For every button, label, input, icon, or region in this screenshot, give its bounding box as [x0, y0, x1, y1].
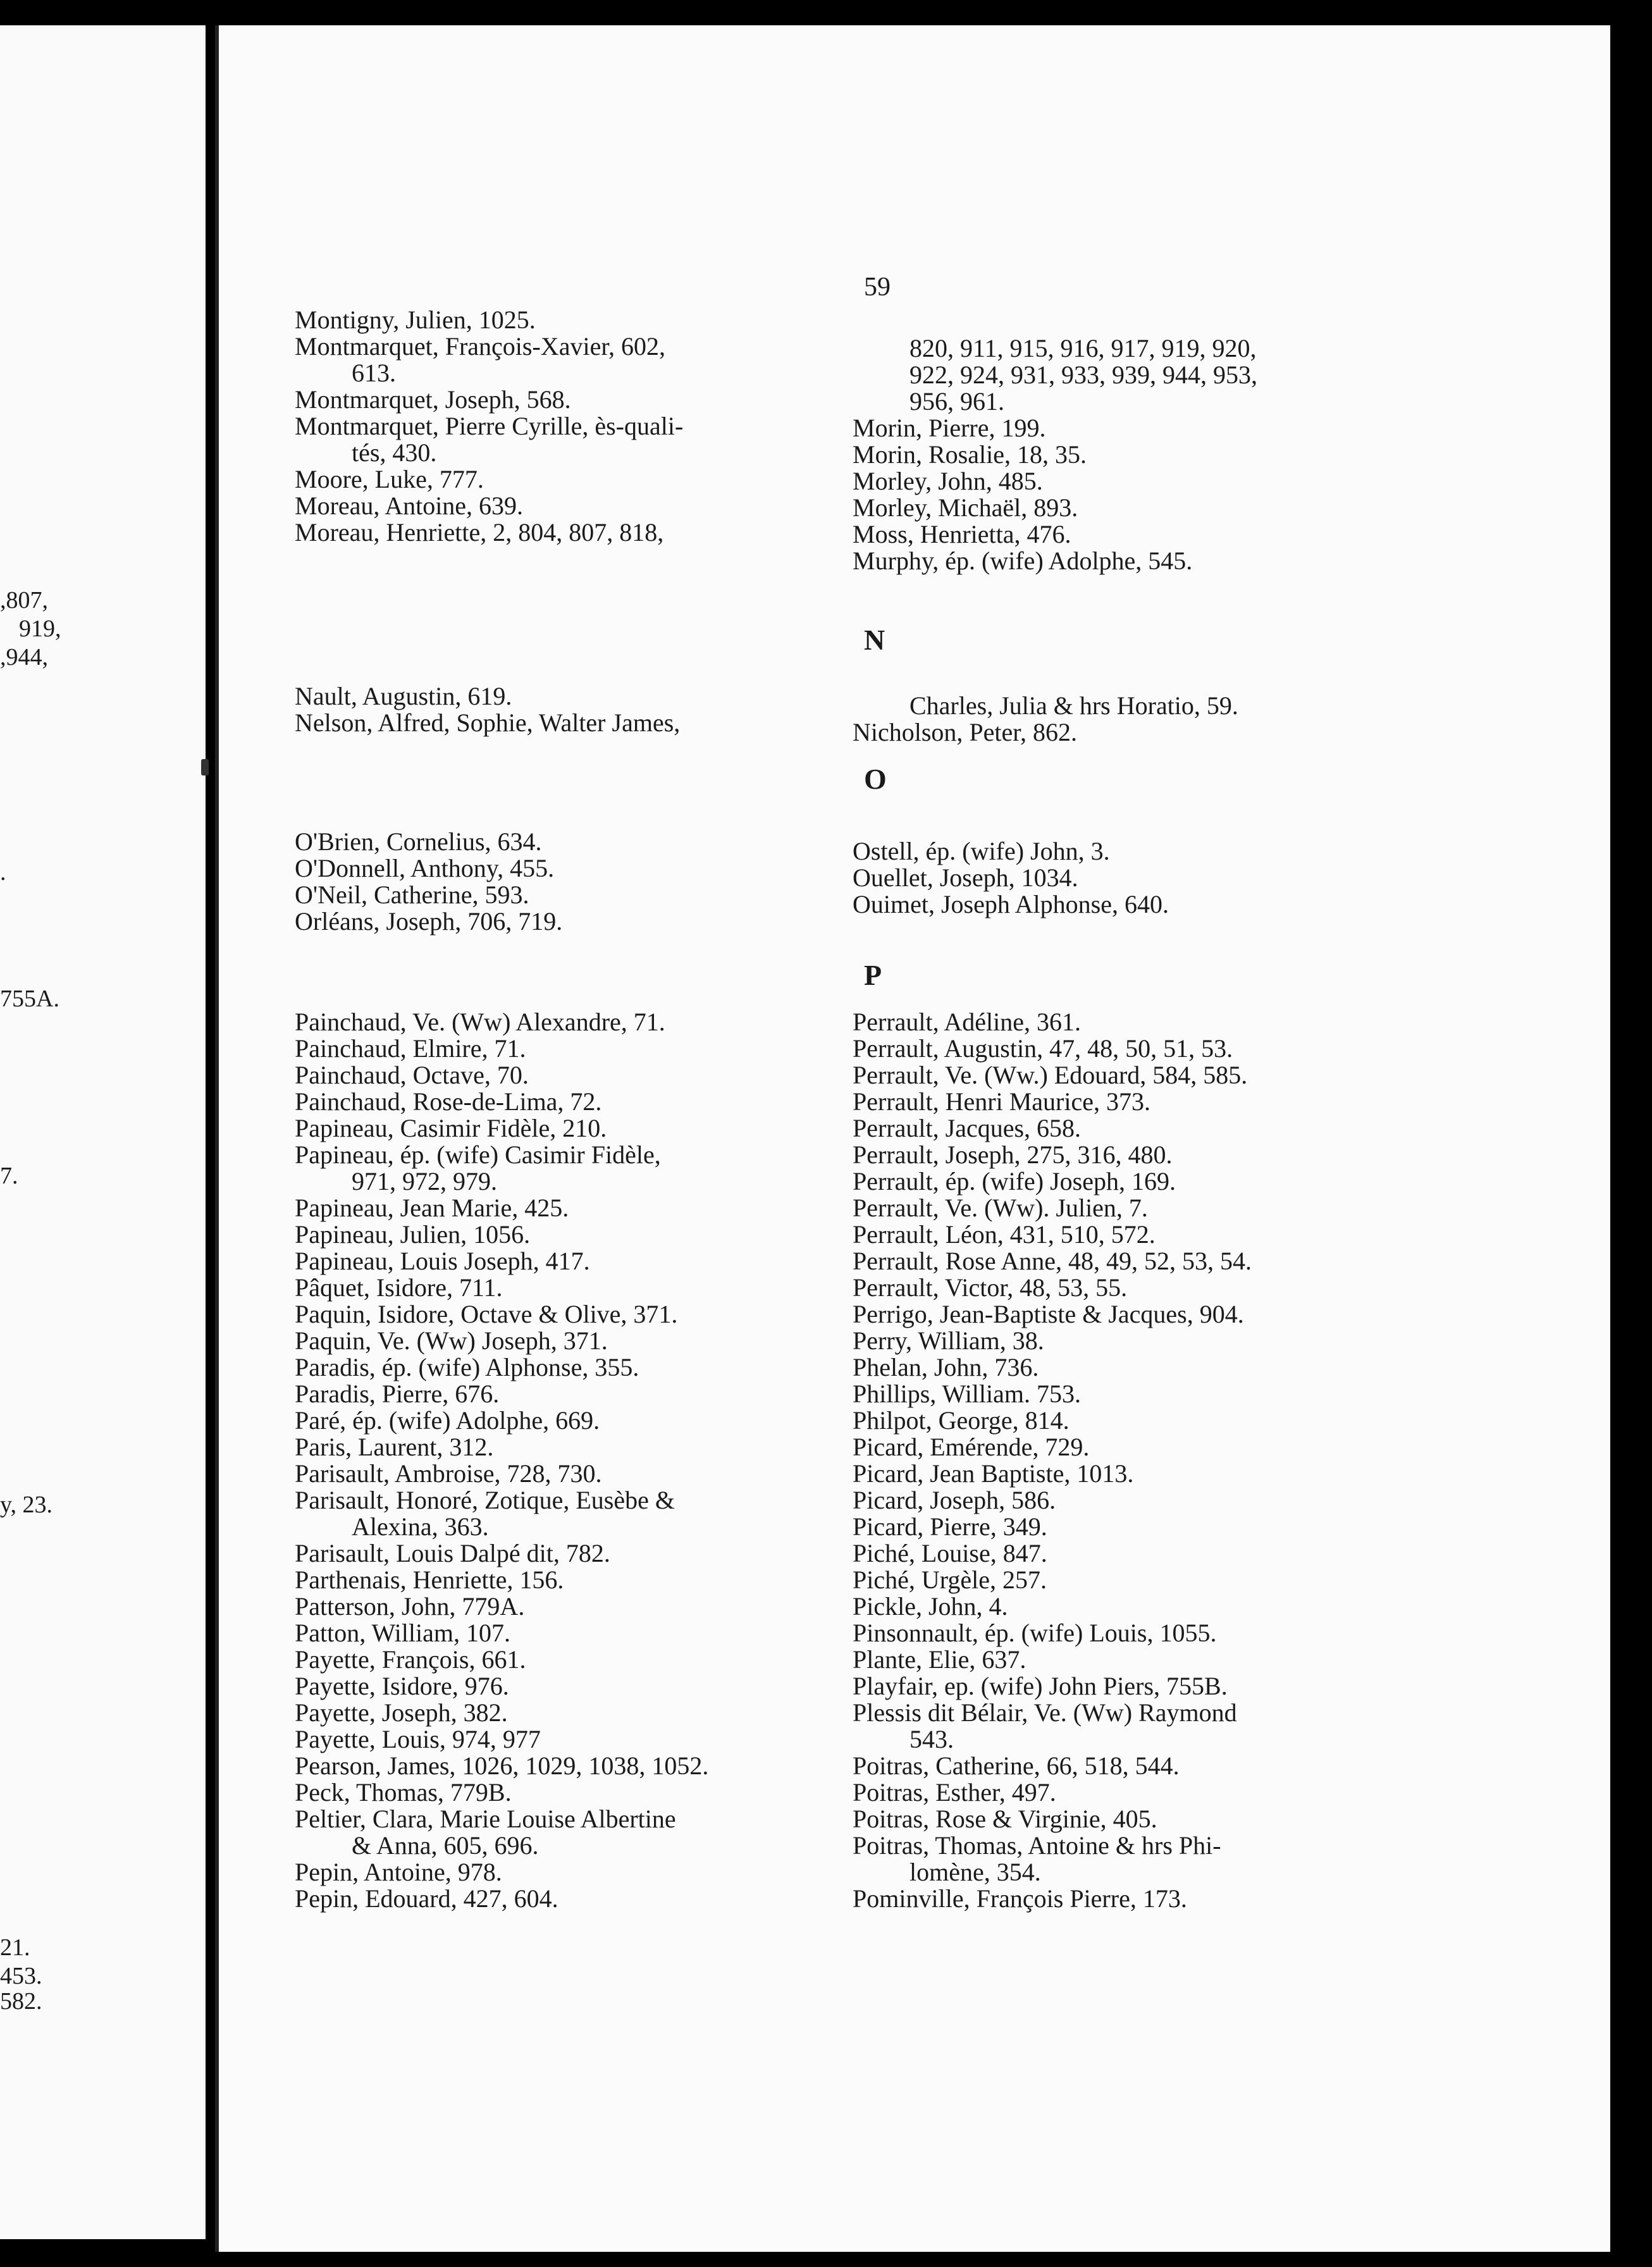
- left-fragment: .: [0, 859, 6, 886]
- index-entry-text: Poitras, Rose & Virginie, 405.: [853, 1805, 1157, 1833]
- index-entry-text: Playfair, ep. (wife) John Piers, 755B.: [853, 1672, 1228, 1700]
- index-entry: [295, 1115, 607, 1142]
- index-entry: [853, 1567, 1047, 1593]
- index-entry-text: Perrault, Henri Maurice, 373.: [853, 1087, 1150, 1116]
- index-entry: [853, 838, 1110, 865]
- index-entry-text: Plessis dit Bélair, Ve. (Ww) Raymond: [853, 1698, 1237, 1727]
- index-entry-text: Piché, Louise, 847.: [853, 1539, 1047, 1567]
- index-entry-continuation: 971, 972, 979.: [352, 1167, 497, 1195]
- index-entry-text: Paquin, Ve. (Ww) Joseph, 371.: [295, 1326, 608, 1355]
- index-entry: [853, 1832, 1221, 1886]
- index-entry-text: Pickle, John, 4.: [853, 1592, 1008, 1621]
- index-entry: [853, 1514, 1047, 1540]
- index-entry: [295, 1567, 564, 1593]
- index-entry-text: Montmarquet, Pierre Cyrille, ès-quali-: [295, 412, 684, 440]
- index-entry: [853, 468, 1043, 495]
- index-entry-text: Phillips, William. 753.: [853, 1380, 1082, 1408]
- index-entry: [853, 1221, 1156, 1248]
- left-fragment: 582.: [0, 1988, 42, 2015]
- index-entry-text: Ouimet, Joseph Alphonse, 640.: [853, 890, 1169, 918]
- index-entry: [295, 1381, 499, 1407]
- index-entry-text: Perrault, Adéline, 361.: [853, 1008, 1082, 1036]
- left-fragment: 453.: [0, 1963, 42, 1989]
- index-entry: [853, 1593, 1008, 1620]
- index-entry: [853, 548, 1192, 574]
- index-entry: [853, 1354, 1039, 1381]
- index-entry-text: Parisault, Louis Dalpé dit, 782.: [295, 1539, 610, 1567]
- left-fragment: y, 23.: [0, 1492, 53, 1518]
- index-entry-text: Montmarquet, François-Xavier, 602,: [295, 332, 666, 361]
- index-entry-text: Moreau, Henriette, 2, 804, 807, 818,: [295, 518, 664, 547]
- index-entry: [853, 1381, 1081, 1407]
- index-entry-text: Perrault, Joseph, 275, 316, 480.: [853, 1140, 1173, 1169]
- index-entry-continuation: Alexina, 363.: [352, 1512, 489, 1541]
- index-entry: [853, 362, 1257, 388]
- index-entry: [295, 1009, 665, 1035]
- index-entry: [853, 1089, 1150, 1115]
- left-fragment: ,944,: [0, 644, 48, 670]
- index-entry-text: 956, 961.: [909, 387, 1004, 416]
- index-entry-text: Poitras, Thomas, Antoine & hrs Phi-: [853, 1831, 1221, 1860]
- section-letter-n: N: [864, 624, 885, 656]
- index-entry: [295, 1593, 524, 1620]
- index-entry: [853, 1886, 1187, 1912]
- left-fragment: 21.: [0, 1934, 30, 1961]
- index-entry-text: Parisault, Honoré, Zotique, Eusèbe &: [295, 1486, 675, 1514]
- index-entry-text: Perrault, Augustin, 47, 48, 50, 51, 53.: [853, 1034, 1233, 1063]
- index-entry-text: Picard, Pierre, 349.: [853, 1512, 1047, 1541]
- index-entry: [295, 710, 680, 736]
- index-entry: [853, 1434, 1089, 1461]
- index-entry: [295, 1195, 569, 1221]
- index-entry: [853, 388, 1004, 415]
- index-entry-text: Murphy, ép. (wife) Adolphe, 545.: [853, 547, 1193, 575]
- index-entry: [853, 1407, 1069, 1434]
- index-entry: [853, 1328, 1044, 1354]
- index-entry: [853, 1700, 1237, 1753]
- index-entry-text: Poitras, Catherine, 66, 518, 544.: [853, 1751, 1180, 1780]
- index-entry: [853, 1620, 1217, 1646]
- index-entry-continuation: 543.: [909, 1725, 954, 1753]
- index-entry-text: Perrigo, Jean-Baptiste & Jacques, 904.: [853, 1300, 1244, 1328]
- index-entry-text: Papineau, Jean Marie, 425.: [295, 1194, 569, 1222]
- index-entry-text: Payette, Joseph, 382.: [295, 1698, 508, 1727]
- index-entry-text: Parisault, Ambroise, 728, 730.: [295, 1459, 602, 1488]
- index-entry: [295, 307, 536, 333]
- index-entry-text: 922, 924, 931, 933, 939, 944, 953,: [909, 361, 1257, 389]
- index-entry-text: Picard, Joseph, 586.: [853, 1486, 1056, 1514]
- index-entry-text: Moreau, Antoine, 639.: [295, 491, 524, 520]
- index-entry: [853, 1646, 1026, 1673]
- index-entry-text: Moss, Henrietta, 476.: [853, 520, 1071, 548]
- index-entry: [295, 1700, 508, 1726]
- index-entry: [295, 1301, 677, 1328]
- index-entry: [853, 1673, 1228, 1700]
- index-entry: [295, 855, 554, 882]
- index-entry-text: Perrault, Jacques, 658.: [853, 1114, 1082, 1142]
- index-entry: [853, 891, 1169, 918]
- index-entry-text: Morley, John, 485.: [853, 467, 1043, 495]
- left-page-fragment: [0, 25, 206, 2239]
- index-entry-text: Plante, Elie, 637.: [853, 1645, 1026, 1674]
- index-entry: [853, 1487, 1056, 1514]
- index-entry: [295, 1540, 610, 1567]
- index-entry: [295, 1328, 608, 1354]
- index-entry-text: Ostell, ép. (wife) John, 3.: [853, 837, 1110, 865]
- index-entry-text: Morin, Pierre, 199.: [853, 414, 1046, 442]
- page-number: 59: [864, 273, 891, 302]
- index-entry-text: Parthenais, Henriette, 156.: [295, 1566, 564, 1594]
- index-entry: [295, 1753, 708, 1779]
- index-entry: [853, 1009, 1081, 1035]
- index-entry-text: O'Neil, Catherine, 593.: [295, 880, 529, 909]
- index-entry: [295, 1461, 602, 1487]
- index-entry: [853, 1062, 1247, 1089]
- index-entry-text: Perry, William, 38.: [853, 1326, 1044, 1355]
- index-entry: [853, 865, 1078, 891]
- index-entry-text: Poitras, Esther, 497.: [853, 1778, 1056, 1807]
- index-entry-text: Perrault, Ve. (Ww). Julien, 7.: [853, 1194, 1148, 1222]
- index-entry-text: 820, 911, 915, 916, 917, 919, 920,: [909, 334, 1257, 362]
- index-entry: [853, 1301, 1244, 1328]
- index-entry: [295, 386, 571, 413]
- index-entry-text: Pinsonnault, ép. (wife) Louis, 1055.: [853, 1619, 1217, 1647]
- index-entry-text: Painchaud, Ve. (Ww) Alexandre, 71.: [295, 1008, 665, 1036]
- index-entry: [853, 495, 1078, 521]
- index-entry: [295, 1779, 512, 1806]
- index-entry: [295, 1646, 526, 1673]
- index-entry: [853, 335, 1257, 362]
- index-entry-text: Orléans, Joseph, 706, 719.: [295, 907, 563, 936]
- index-entry-text: O'Brien, Cornelius, 634.: [295, 827, 542, 856]
- index-entry: [853, 1540, 1047, 1567]
- index-entry-text: Peltier, Clara, Marie Louise Albertine: [295, 1805, 676, 1833]
- index-entry: [295, 1859, 502, 1886]
- index-entry-text: Montmarquet, Joseph, 568.: [295, 385, 571, 414]
- index-entry-text: Paradis, Pierre, 676.: [295, 1380, 500, 1408]
- index-entry: [295, 1726, 541, 1753]
- index-entry: [295, 466, 484, 493]
- index-entry-text: Piché, Urgèle, 257.: [853, 1566, 1047, 1594]
- index-entry-text: O'Donnell, Anthony, 455.: [295, 854, 555, 882]
- index-entry: [853, 415, 1046, 442]
- index-entry: [853, 442, 1087, 468]
- index-entry-text: Morley, Michaël, 893.: [853, 493, 1078, 522]
- index-entry: [295, 413, 683, 466]
- index-entry: [295, 493, 523, 519]
- index-entry: [295, 1487, 675, 1540]
- index-entry-text: Perrault, Rose Anne, 48, 49, 52, 53, 54.: [853, 1247, 1252, 1275]
- index-entry-text: Nicholson, Peter, 862.: [853, 718, 1078, 746]
- index-entry-text: Payette, François, 661.: [295, 1645, 526, 1674]
- index-entry: [295, 829, 542, 855]
- index-entry: [853, 1248, 1252, 1275]
- index-entry: [295, 1407, 600, 1434]
- index-entry: [853, 1753, 1180, 1779]
- index-entry-text: Moore, Luke, 777.: [295, 465, 484, 493]
- index-entry: [853, 1115, 1081, 1142]
- index-entry-text: Picard, Jean Baptiste, 1013.: [853, 1459, 1134, 1488]
- index-entry: [853, 1461, 1133, 1487]
- index-entry: [295, 1886, 558, 1912]
- index-entry-continuation: tés, 430.: [352, 438, 437, 467]
- index-entry: [853, 1779, 1056, 1806]
- index-entry-text: Pâquet, Isidore, 711.: [295, 1273, 503, 1302]
- index-entry-text: Ouellet, Joseph, 1034.: [853, 863, 1078, 892]
- index-entry: [295, 908, 562, 935]
- index-entry-text: Charles, Julia & hrs Horatio, 59.: [909, 691, 1238, 720]
- index-entry: [853, 521, 1071, 548]
- index-entry: [853, 719, 1077, 746]
- index-entry: [295, 1142, 661, 1195]
- section-letter-p: P: [864, 959, 882, 991]
- index-entry: [295, 1221, 530, 1248]
- index-entry-text: Pepin, Edouard, 427, 604.: [295, 1884, 558, 1913]
- index-entry: [295, 1089, 601, 1115]
- index-entry-text: Pepin, Antoine, 978.: [295, 1858, 502, 1886]
- index-entry: [853, 1806, 1157, 1832]
- index-entry-text: Paradis, ép. (wife) Alphonse, 355.: [295, 1353, 639, 1381]
- index-entry: [295, 519, 663, 546]
- index-entry-text: Pominville, François Pierre, 173.: [853, 1884, 1187, 1913]
- index-entry-text: Nault, Augustin, 619.: [295, 682, 512, 710]
- index-entry: [295, 1248, 590, 1275]
- left-fragment: ,807,: [0, 587, 48, 614]
- index-entry-text: Peck, Thomas, 779B.: [295, 1778, 512, 1807]
- index-entry: [853, 1142, 1173, 1168]
- index-entry: [295, 333, 665, 386]
- index-entry-text: Painchaud, Elmire, 71.: [295, 1034, 526, 1063]
- index-entry-text: Payette, Louis, 974, 977: [295, 1725, 541, 1753]
- index-entry-text: Patton, William, 107.: [295, 1619, 510, 1647]
- index-entry-continuation: 613.: [352, 359, 396, 387]
- index-entry-text: Patterson, John, 779A.: [295, 1592, 525, 1621]
- index-entry: [295, 1062, 529, 1089]
- index-entry-continuation: lomène, 354.: [909, 1858, 1041, 1886]
- index-entry-text: Nelson, Alfred, Sophie, Walter James,: [295, 708, 681, 737]
- index-entry: [295, 882, 529, 908]
- index-entry-text: Pearson, James, 1026, 1029, 1038, 1052.: [295, 1751, 709, 1780]
- index-entry: [295, 1354, 639, 1381]
- index-entry: [295, 1673, 509, 1700]
- index-entry-text: Papineau, ép. (wife) Casimir Fidèle,: [295, 1140, 661, 1169]
- index-entry-text: Picard, Emérende, 729.: [853, 1433, 1090, 1461]
- index-entry-text: Paquin, Isidore, Octave & Olive, 371.: [295, 1300, 678, 1328]
- index-entry-text: Painchaud, Octave, 70.: [295, 1061, 529, 1089]
- index-entry: [853, 1168, 1176, 1195]
- index-entry-text: Perrault, ép. (wife) Joseph, 169.: [853, 1167, 1176, 1195]
- index-entry-text: Papineau, Casimir Fidèle, 210.: [295, 1114, 607, 1142]
- index-page: [215, 25, 1610, 2252]
- left-fragment: 7.: [0, 1163, 18, 1189]
- index-entry-text: Painchaud, Rose-de-Lima, 72.: [295, 1087, 602, 1116]
- binding-mark: [201, 759, 209, 775]
- index-entry: [853, 1035, 1233, 1062]
- index-entry: [295, 1620, 510, 1646]
- index-entry: [295, 1275, 502, 1301]
- index-entry: [853, 1195, 1148, 1221]
- left-fragment: 755A.: [0, 985, 59, 1012]
- index-entry-text: Papineau, Louis Joseph, 417.: [295, 1247, 590, 1275]
- index-entry-text: Perrault, Ve. (Ww.) Edouard, 584, 585.: [853, 1061, 1248, 1089]
- index-entry-text: Paris, Laurent, 312.: [295, 1433, 494, 1461]
- index-entry: [295, 683, 512, 710]
- index-entry-text: Perrault, Léon, 431, 510, 572.: [853, 1220, 1156, 1249]
- index-entry: [295, 1806, 676, 1859]
- index-entry: [853, 693, 1238, 719]
- index-entry-text: Montigny, Julien, 1025.: [295, 306, 536, 334]
- index-entry-continuation: & Anna, 605, 696.: [352, 1831, 539, 1860]
- index-entry: [295, 1434, 493, 1461]
- index-entry-text: Perrault, Victor, 48, 53, 55.: [853, 1273, 1128, 1302]
- index-entry: [295, 1035, 526, 1062]
- index-entry-text: Philpot, George, 814.: [853, 1406, 1069, 1435]
- index-entry-text: Payette, Isidore, 976.: [295, 1672, 509, 1700]
- section-letter-o: O: [864, 763, 887, 795]
- index-entry-text: Morin, Rosalie, 18, 35.: [853, 440, 1087, 469]
- index-entry-text: Paré, ép. (wife) Adolphe, 669.: [295, 1406, 600, 1435]
- index-entry: [853, 1275, 1127, 1301]
- index-entry-text: Phelan, John, 736.: [853, 1353, 1039, 1381]
- left-fragment: 919,: [19, 615, 61, 642]
- index-entry-text: Papineau, Julien, 1056.: [295, 1220, 531, 1249]
